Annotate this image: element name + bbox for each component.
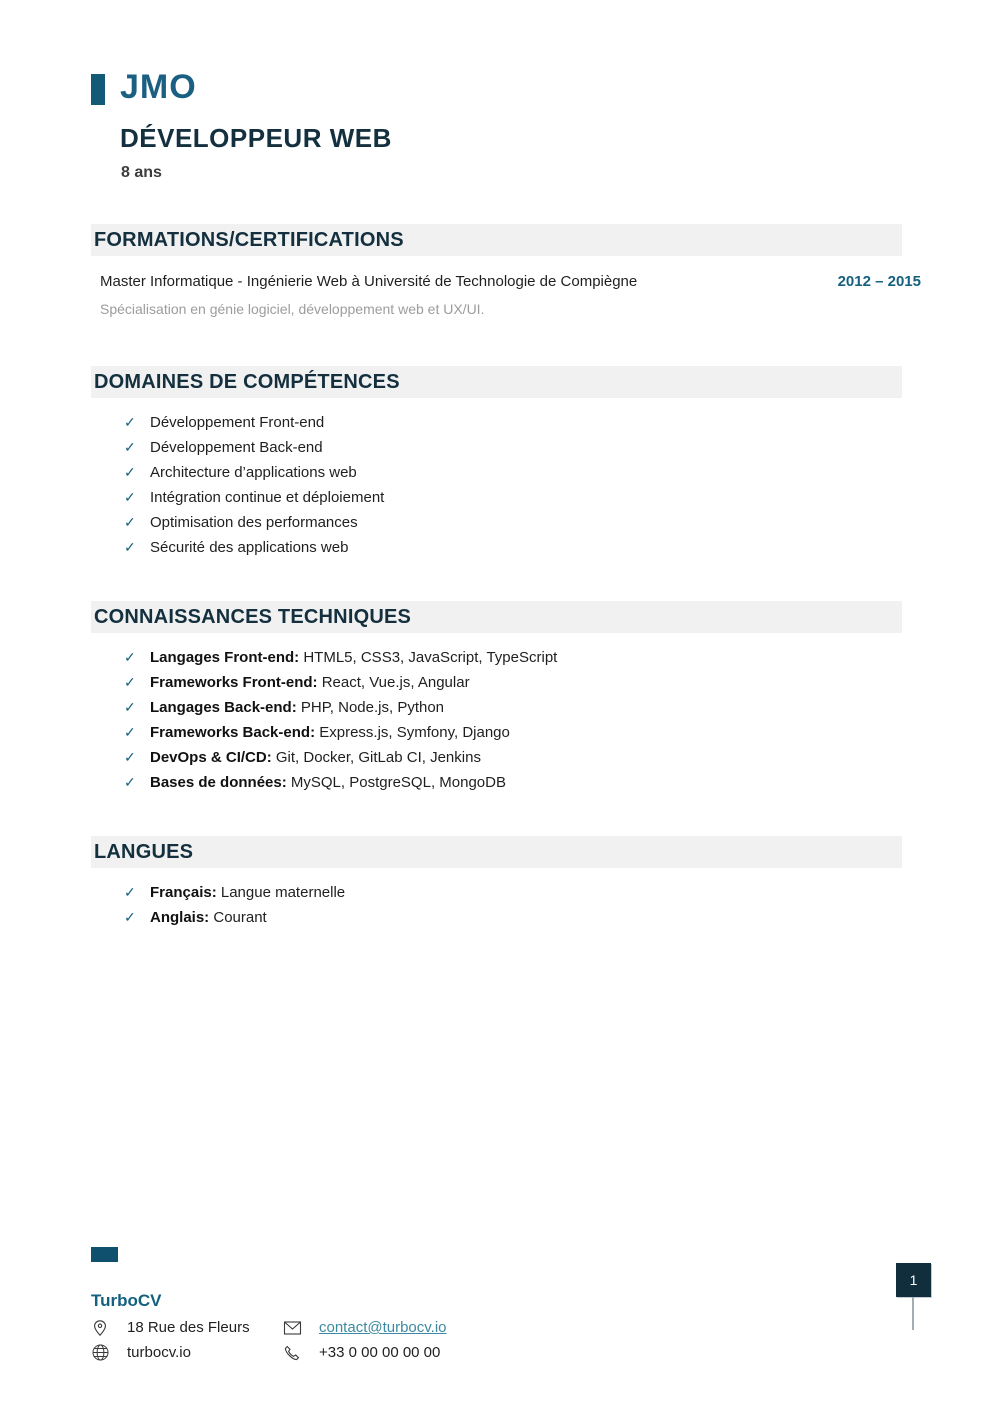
formation-dates: 2012 – 2015 [837,273,921,290]
list-item [91,460,384,485]
list-item [91,905,345,930]
list-item [91,745,557,770]
check-icon: ✓ [124,489,136,505]
skill-label: Langages Front-end: [150,649,300,666]
check-icon: ✓ [124,699,136,715]
address-text: 18 Rue des Fleurs [127,1319,250,1336]
formation-description: Spécialisation en génie logiciel, développement web et UX/UI. [100,301,485,317]
list-item [91,880,345,905]
globe-icon [91,1343,127,1362]
skill-label: Langages Back-end: [150,699,297,716]
section-heading-domaines: DOMAINES DE COMPÉTENCES [91,366,902,398]
envelope-icon [283,1320,319,1336]
list-item [91,770,557,795]
language-label: Anglais: [150,909,210,926]
skill-value: PHP, Node.js, Python [300,699,445,716]
language-label: Français: [150,884,217,901]
job-title: DÉVELOPPEUR WEB [120,123,392,153]
check-icon: ✓ [124,674,136,690]
check-icon: ✓ [124,724,136,740]
contact-address [91,1315,283,1340]
section-heading-connaissances: CONNAISSANCES TECHNIQUES [91,601,902,633]
contact-phone [283,1340,447,1365]
check-icon: ✓ [124,539,136,555]
formation-entry [100,273,921,290]
list-item [91,645,557,670]
check-icon: ✓ [124,884,136,900]
check-icon: ✓ [124,649,136,665]
footer-accent-bar [91,1247,118,1262]
candidate-initials: JMO [120,68,197,106]
check-icon: ✓ [124,909,136,925]
list-item-text: Optimisation des performances [150,514,358,531]
header-accent-bar [91,74,105,105]
phone-icon [283,1344,319,1362]
brand-name: TurboCV [91,1291,162,1310]
list-item-text: Développement Front-end [150,414,325,431]
skill-value: MySQL, PostgreSQL, MongoDB [290,774,506,791]
connaissances-list [91,645,557,795]
email-link[interactable]: contact@turbocv.io [319,1319,447,1336]
experience-years: 8 ans [121,164,162,181]
language-level: Courant [213,909,267,926]
contact-website [91,1340,283,1365]
check-icon: ✓ [124,439,136,455]
skill-value: Git, Docker, GitLab CI, Jenkins [275,749,481,766]
list-item-text: Sécurité des applications web [150,539,349,556]
skill-label: Frameworks Front-end: [150,674,318,691]
list-item [91,535,384,560]
check-icon: ✓ [124,464,136,480]
list-item [91,410,384,435]
skill-label: Frameworks Back-end: [150,724,316,741]
location-pin-icon [91,1319,127,1337]
domaines-list [91,410,384,560]
skill-value: Express.js, Symfony, Django [319,724,510,741]
skill-label: DevOps & CI/CD: [150,749,272,766]
contact-email [283,1315,447,1340]
page-number-badge: 1 [896,1263,931,1297]
skill-label: Bases de données: [150,774,287,791]
skill-value: HTML5, CSS3, JavaScript, TypeScript [303,649,558,666]
formation-title: Master Informatique - Ingénierie Web à Université de Technologie de Compiègne [100,273,638,290]
phone-text: +33 0 00 00 00 00 [319,1344,441,1361]
section-heading-langues: LANGUES [91,836,902,868]
check-icon: ✓ [124,749,136,765]
langues-list [91,880,345,930]
page-marker-line [912,1297,914,1330]
list-item-text: Architecture d’applications web [150,464,357,481]
list-item [91,435,384,460]
list-item [91,670,557,695]
list-item [91,720,557,745]
check-icon: ✓ [124,774,136,790]
list-item [91,485,384,510]
check-icon: ✓ [124,514,136,530]
contact-info [91,1315,447,1365]
website-text: turbocv.io [127,1344,191,1361]
list-item-text: Intégration continue et déploiement [150,489,385,506]
check-icon: ✓ [124,414,136,430]
list-item [91,510,384,535]
list-item-text: Développement Back-end [150,439,323,456]
language-level: Langue maternelle [220,884,346,901]
list-item [91,695,557,720]
skill-value: React, Vue.js, Angular [321,674,470,691]
section-heading-formations: FORMATIONS/CERTIFICATIONS [91,224,902,256]
